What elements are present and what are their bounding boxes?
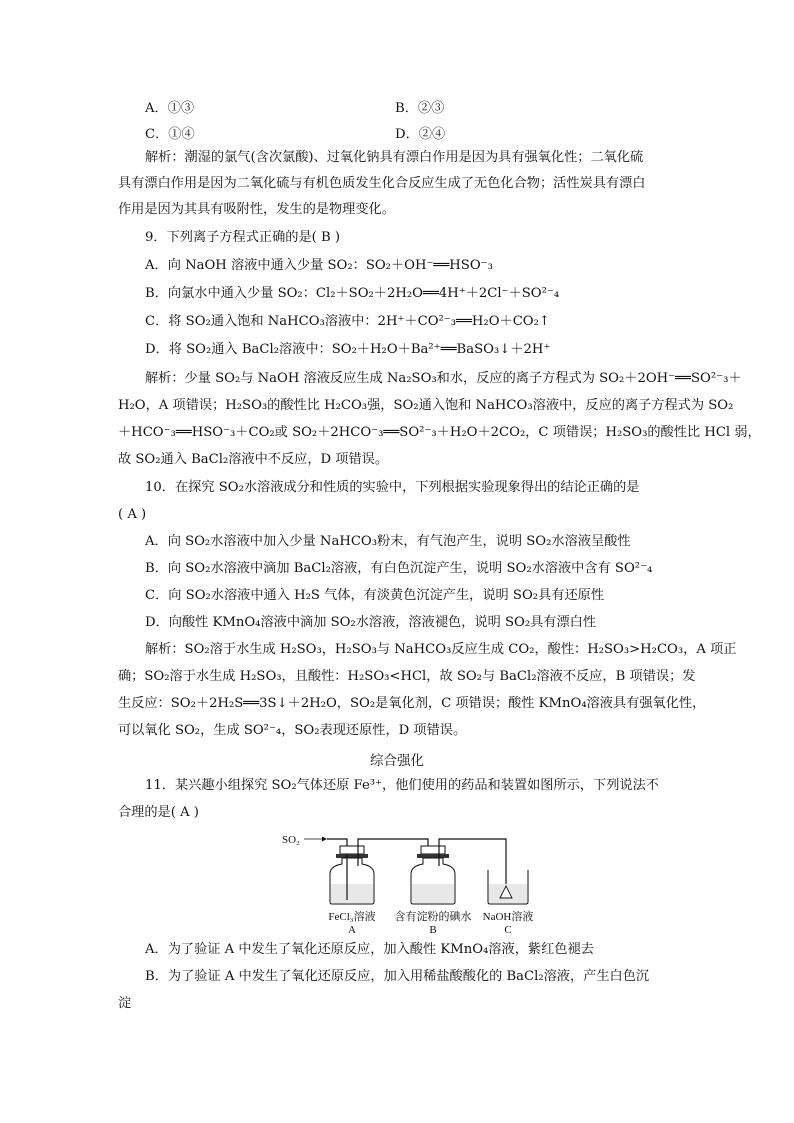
label-b: 含有淀粉的碘水 <box>394 911 472 923</box>
q11-option-a: A．为了验证 A 中发生了氧化还原反应，加入酸性 KMnO₄溶液，紫红色褪去 <box>145 942 594 957</box>
q9-analysis-line: H₂O，A 项错误；H₂SO₃的酸性比 H₂CO₃强，SO₂通入饱和 NaHCO₃溶液中，反应的离子方程式为 SO₂ <box>118 398 734 413</box>
q10-answer: ( A ) <box>118 507 147 522</box>
section-title: 综合强化 <box>370 753 424 769</box>
q10-stem: 10．在探究 SO₂水溶液成分和性质的实验中，下列根据实验现象得出的结论正确的是 <box>145 480 640 495</box>
q9-stem: 9．下列离子方程式正确的是( B ) <box>145 230 341 245</box>
q10-analysis-line: 解析：SO₂溶于水生成 H₂SO₃，H₂SO₃与 NaHCO₃反应生成 CO₂，酸性：H₂SO₃>H₂CO₃，A 项正 <box>145 642 737 657</box>
q11-option-b: B．为了验证 A 中发生了氧化还原反应，加入用稀盐酸酸化的 BaCl₂溶液，产生白色沉 <box>145 969 650 984</box>
label-c: NaOH溶液 <box>482 911 534 923</box>
q10-analysis-line: 生反应：SO₂＋2H₂S══3S↓＋2H₂O，SO₂是氧化剂，C 项错误；酸性 KMnO₄溶液具有强氧化性， <box>118 696 706 711</box>
q8-option-d: D．②④ <box>395 127 446 142</box>
q11-stem: 11．某兴趣小组探究 SO₂气体还原 Fe³⁺，他们使用的药品和装置如图所示，下列说法不 <box>145 778 659 793</box>
q9-option-a: A．向 NaOH 溶液中通入少量 SO₂：SO₂＋OH⁻══HSO⁻₃ <box>145 258 493 273</box>
q10-option-c: C．向 SO₂水溶液中通入 H₂S 气体，有淡黄色沉淀产生，说明 SO₂具有还原性 <box>145 588 605 603</box>
liquid-a <box>331 884 373 903</box>
q8-option-a: A．①③ <box>145 101 195 116</box>
bottle-b <box>411 846 455 904</box>
letter-c: C <box>504 924 512 936</box>
q8-option-c: C．①④ <box>145 127 195 142</box>
label-a: FeCl₃溶液 <box>328 911 376 923</box>
cap-b <box>417 854 449 858</box>
q9-analysis-line: 故 SO₂通入 BaCl₂溶液中不反应，D 项错误。 <box>118 452 389 467</box>
bottle-a <box>330 846 374 904</box>
cap-a <box>336 854 368 858</box>
liquid-b <box>412 884 454 903</box>
q10-option-d: D．向酸性 KMnO₄溶液中滴加 SO₂水溶液，溶液褪色，说明 SO₂具有漂白性 <box>145 615 597 630</box>
q10-analysis-line: 可以氧化 SO₂，生成 SO²⁻₄，SO₂表现还原性，D 项错误。 <box>118 723 467 738</box>
beaker-c <box>488 870 528 904</box>
apparatus-diagram <box>270 826 550 936</box>
gas-arrow-head <box>322 837 327 842</box>
q10-option-a: A．向 SO₂水溶液中加入少量 NaHCO₃粉末，有气泡产生，说明 SO₂水溶液呈酸性 <box>145 534 631 549</box>
q8-analysis-line: 作用是因为其具有吸附性，发生的是物理变化。 <box>118 202 395 217</box>
q8-analysis-line: 具有漂白作用是因为二氧化硫与有机色质发生化合反应生成了无色化合物；活性炭具有漂白 <box>118 176 646 191</box>
gas-label: SO₂ <box>282 834 300 846</box>
q9-analysis-line: ＋HCO⁻₃══HSO⁻₃＋CO₂或 SO₂＋2HCO⁻₃══SO²⁻₃＋H₂O＋2CO₂，C 项错误；H₂SO₃的酸性比 HCl 弱， <box>118 425 761 440</box>
q10-analysis-line: 确；SO₂溶于水生成 H₂SO₃，且酸性：H₂SO₃<HCl，故 SO₂与 BaCl₂溶液不反应，B 项错误；发 <box>118 669 696 684</box>
q9-analysis-line: 解析：少量 SO₂与 NaOH 溶液反应生成 Na₂SO₃和水，反应的离子方程式为 SO₂＋2OH⁻══SO²⁻₃＋ <box>145 371 742 386</box>
q9-option-c: C．将 SO₂通入饱和 NaHCO₃溶液中：2H⁺＋CO²⁻₃══H₂O＋CO₂↑ <box>145 314 550 329</box>
q8-analysis-line: 解析：潮湿的氯气(含次氯酸)、过氧化钠具有漂白作用是因为具有强氧化性；二氧化硫 <box>145 150 644 165</box>
stopper-a <box>340 846 364 854</box>
letter-a: A <box>348 924 356 936</box>
q10-option-b: B．向 SO₂水溶液中滴加 BaCl₂溶液，有白色沉淀产生，说明 SO₂水溶液中含有 SO²⁻₄ <box>145 561 653 576</box>
q11-stem-cont: 合理的是( A ) <box>118 805 199 820</box>
q9-option-b: B．向氯水中通入少量 SO₂：Cl₂＋SO₂＋2H₂O══4H⁺＋2Cl⁻＋SO²⁻₄ <box>145 286 560 301</box>
letter-b: B <box>429 924 437 936</box>
stopper-b <box>421 846 445 854</box>
q11-option-b-cont: 淀 <box>118 996 132 1011</box>
q9-option-d: D．将 SO₂通入 BaCl₂溶液中：SO₂＋H₂O＋Ba²⁺══BaSO₃↓＋2H⁺ <box>145 342 551 357</box>
q8-option-b: B．②③ <box>395 101 445 116</box>
